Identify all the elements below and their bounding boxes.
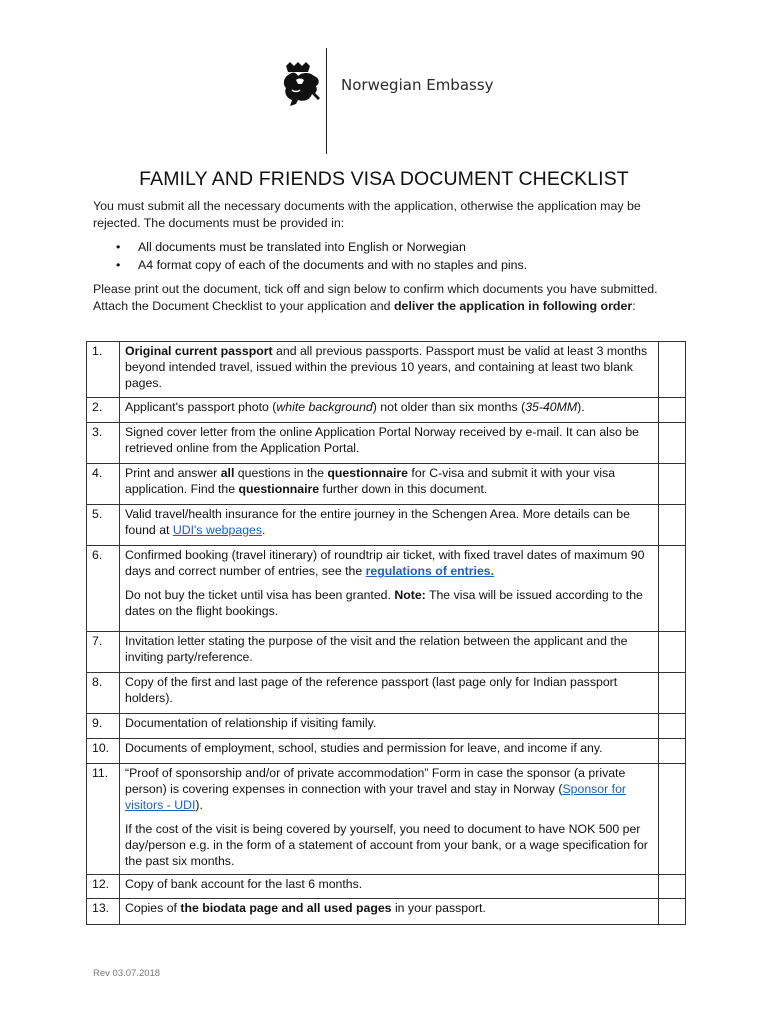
table-row [87, 764, 686, 875]
item-description: Original current passport and all previous passports. Passport must be valid at least 3 months beyond intended travel, issued within the previous 10 years, and containing at least two blank pages. [120, 342, 659, 398]
tick-box[interactable] [659, 398, 686, 423]
regulations-of-entries-link[interactable]: regulations of entries. [365, 564, 495, 578]
item-number: 8. [87, 673, 120, 714]
requirements-list [116, 238, 527, 274]
tick-box[interactable] [659, 423, 686, 464]
item-description: Print and answer all questions in the questionnaire for C-visa and submit it with your visa application. Find the questionnaire further down in this document. [120, 464, 659, 505]
table-row [87, 714, 686, 739]
item-description: Copy of the first and last page of the reference passport (last page only for Indian passport holders). [120, 673, 659, 714]
item-description: Documentation of relationship if visiting family. [120, 714, 659, 739]
sponsor-for-visitors-link[interactable]: Sponsor for visitors - UDI [125, 782, 627, 812]
table-row [87, 464, 686, 505]
item-description: Copies of the biodata page and all used pages in your passport. [120, 899, 659, 925]
udi-webpages-link[interactable]: UDI's webpages [172, 523, 263, 537]
norwegian-lion-logo-icon [276, 60, 326, 110]
item-number: 9. [87, 714, 120, 739]
item-number: 11. [87, 764, 120, 875]
item-number: 3. [87, 423, 120, 464]
item-description: Invitation letter stating the purpose of the visit and the relation between the applicant and the inviting party/reference. [120, 632, 659, 673]
list-item: • All documents must be translated into English or Norwegian [116, 238, 527, 256]
table-row [87, 899, 686, 925]
table-row [87, 342, 686, 398]
item-number: 1. [87, 342, 120, 398]
tick-box[interactable] [659, 739, 686, 764]
table-row [87, 398, 686, 423]
tick-box[interactable] [659, 464, 686, 505]
item-number: 10. [87, 739, 120, 764]
table-row [87, 632, 686, 673]
table-row [87, 673, 686, 714]
header-divider [326, 48, 327, 154]
tick-box[interactable] [659, 714, 686, 739]
item-description: Applicant's passport photo (white background) not older than six months (35-40MM). [120, 398, 659, 423]
tick-box[interactable] [659, 764, 686, 875]
document-checklist-table [86, 341, 686, 925]
item-number: 4. [87, 464, 120, 505]
item-description: Signed cover letter from the online Application Portal Norway received by e-mail. It can also be retrieved online from the Application Portal. [120, 423, 659, 464]
tick-box[interactable] [659, 505, 686, 546]
tick-box[interactable] [659, 899, 686, 925]
item-description: “Proof of sponsorship and/or of private accommodation” Form in case the sponsor (a private person) is covering expenses in connection with your travel and stay in Norway (Sponsor for visitors - UDI). If the cost of the visit is being covered by yourself, you need to document to have NOK 500 per day/person e.g. in the form of a statement of account from your bank, or a wage specification for the past six months. [120, 764, 659, 875]
tick-box[interactable] [659, 875, 686, 899]
table-row [87, 423, 686, 464]
tick-box[interactable] [659, 673, 686, 714]
organization-name: Norwegian Embassy [341, 76, 494, 94]
item-number: 2. [87, 398, 120, 423]
item-description: Documents of employment, school, studies and permission for leave, and income if any. [120, 739, 659, 764]
item-number: 12. [87, 875, 120, 899]
document-title: FAMILY AND FRIENDS VISA DOCUMENT CHECKLIST [139, 168, 629, 190]
instructions-paragraph: Please print out the document, tick off and sign below to confirm which documents you have submitted. Attach the Document Checklist to your application and deliver the application in following order: [93, 282, 658, 313]
table-row [87, 875, 686, 899]
tick-box[interactable] [659, 546, 686, 632]
item-description: Valid travel/health insurance for the entire journey in the Schengen Area. More details can be found at UDI's webpages. [120, 505, 659, 546]
list-item: • A4 format copy of each of the documents and with no staples and pins. [116, 256, 527, 274]
table-row [87, 505, 686, 546]
item-description: Copy of bank account for the last 6 months. [120, 875, 659, 899]
item-number: 6. [87, 546, 120, 632]
item-number: 7. [87, 632, 120, 673]
table-row [87, 546, 686, 632]
revision-footer: Rev 03.07.2018 [93, 968, 161, 979]
tick-box[interactable] [659, 632, 686, 673]
item-number: 13. [87, 899, 120, 925]
item-description: Confirmed booking (travel itinerary) of roundtrip air ticket, with fixed travel dates of maximum 90 days and correct number of entries, see the regulations of entries. Do not buy the ticket until visa has been granted. Note: The visa will be issued according to the dates on the flight bookings. [120, 546, 659, 632]
tick-box[interactable] [659, 342, 686, 398]
intro-paragraph: You must submit all the necessary documents with the application, otherwise the application may be rejected. The documents must be provided in: [93, 199, 641, 230]
table-row [87, 739, 686, 764]
item-number: 5. [87, 505, 120, 546]
